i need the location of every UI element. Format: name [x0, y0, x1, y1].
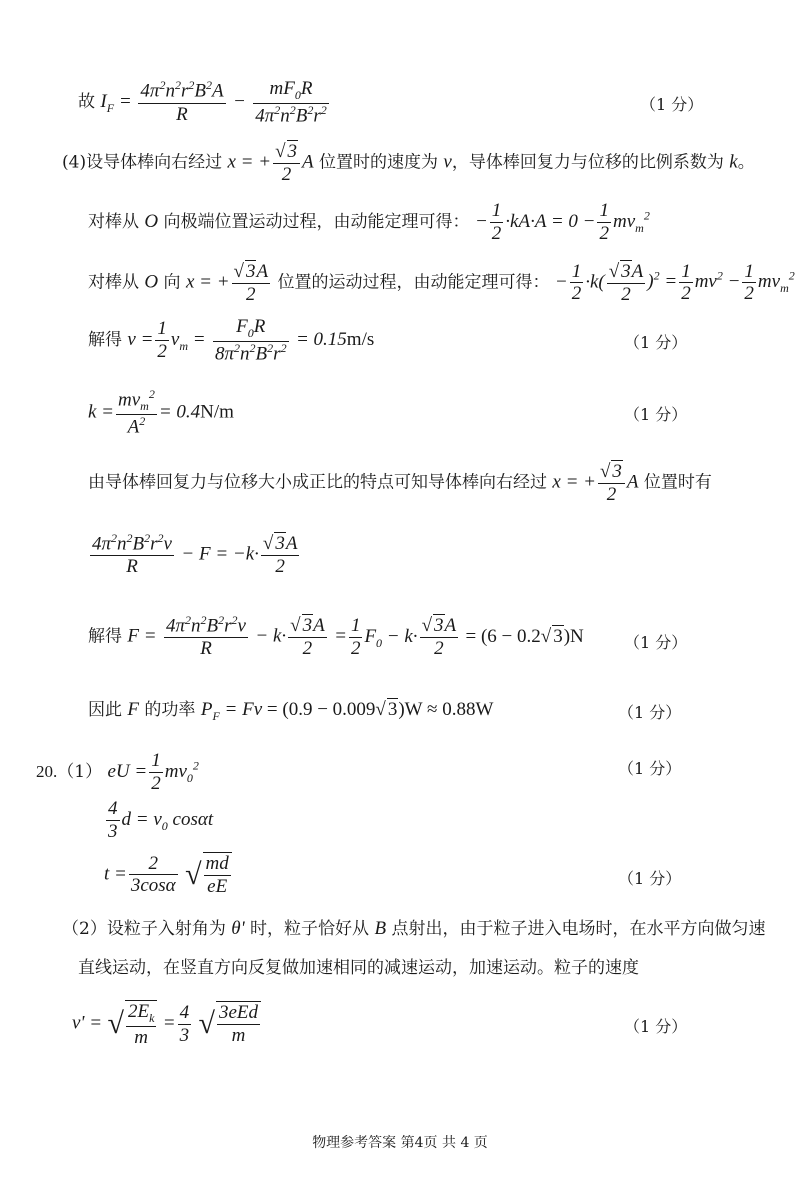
- score-label: （1 分）: [624, 405, 688, 424]
- score-label: （1 分）: [624, 333, 688, 352]
- paragraph-o-to-position: 对棒从 O 向 x = + $\frac{√ 3A}{2}$ 位置的运动过程，由动能定理可得： − $\frac{1}{2}$ ·k( $\frac{√ 3A}{2}$ )$^2$ = $\frac{1}{2}$ $mv^2$ − $\frac{1}{2}$ $mv_m^2$: [88, 260, 795, 305]
- paragraph-o-to-extreme: 对棒从 O 向极端位置运动过程，由动能定理可得： − $\frac{1}{2}$ ·kA·A = 0 − $\frac{1}{2}$ $mv_m^2$: [88, 200, 650, 244]
- equation-k: k = $\frac{mv_m^2}{A^2}$ = 0.4N/m: [88, 387, 234, 438]
- paragraph-proportional: 由导体棒回复力与位移大小成正比的特点可知导体棒向右经过 x = + $\frac{√ 3}{2}$ A 位置时有: [88, 461, 712, 505]
- equation-current: 故 $I_F$ = $\frac{4\pi^2n^2r^2B^2A}{R}$ − $\frac{mF_0R}{4\pi^2n^2B^2r^2}$: [78, 78, 327, 126]
- equation-power: 因此 F 的功率 $P_F = Fv = (0.9 - 0.009√$ 3)W ≈ 0.88W: [88, 699, 494, 723]
- equation-solve-v: 解得 v = $\frac{1}{2}$ $v_m$ = $\frac{F_0R}{8\pi^2n^2B^2r^2}$ = 0.15m/s: [88, 316, 375, 364]
- paragraph-q20-part2-line2: 直线运动，在竖直方向反复做加速相同的减速运动，加速运动。粒子的速度: [78, 958, 639, 978]
- page-footer: 物理参考答案 第4页 共 4 页: [312, 1135, 488, 1151]
- score-label: （1 分）: [640, 95, 704, 114]
- score-label: （1 分）: [618, 759, 682, 778]
- equation-solve-f: 解得 F = $\frac{4\pi^2n^2B^2r^2v}{R}$ − k· $\frac{√ 3A}{2}$ = $\frac{1}{2}$ $F_0 - k\cdot$ $\frac{√ 3A}{2}$ = (6 − 0.2√ 3)N: [88, 613, 584, 660]
- text-so: 故: [78, 91, 95, 112]
- score-label: （1 分）: [624, 1017, 688, 1036]
- paragraph-part4-intro: (4)设导体棒向右经过 x = + $\frac{√ 3}{2}$ A 位置时的速度为 v，导体棒回复力与位移的比例系数为 k。: [62, 141, 755, 185]
- paragraph-q20-part2-line1: （2）设粒子入射角为 θ' 时，粒子恰好从 B 点射出，由于粒子进入电场时，在水平方向做匀速: [62, 918, 766, 939]
- score-label: （1 分）: [624, 633, 688, 652]
- equation-q20-d: $\frac{4}{3}$ $d = v_0$ cosαt: [108, 798, 214, 842]
- equation-q20-eu: 20.（1） eU = $\frac{1}{2}$ $mv_0^2$: [36, 750, 199, 794]
- equation-force: $\frac{4\pi^2n^2B^2r^2v}{R}$ − F = −k· $\frac{√ 3A}{2}$: [92, 531, 298, 578]
- score-label: （1 分）: [618, 703, 682, 722]
- score-label: （1 分）: [618, 869, 682, 888]
- equation-q20-v: v' = √ $\frac{2E_k}{m}$ = $\frac{4}{3}$ √ $\frac{\text{3eEd}}{m}$: [72, 1000, 261, 1048]
- equation-q20-t: t = $\frac{2}{3\cos\alpha}$ √ $\frac{md}{eE}$: [104, 852, 232, 898]
